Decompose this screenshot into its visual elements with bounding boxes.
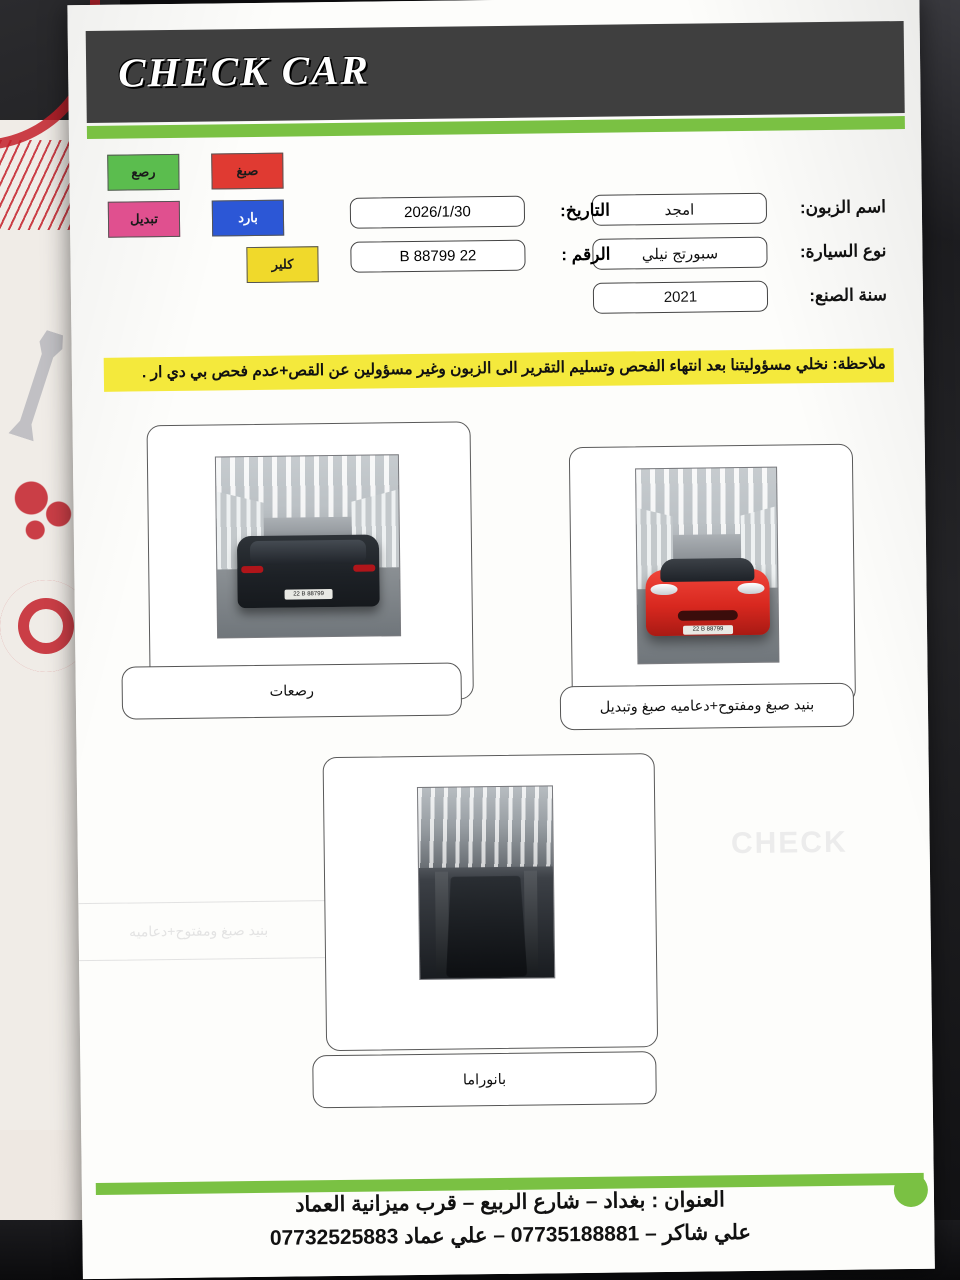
date-value: 2026/1/30 (350, 196, 525, 229)
customer-name-value: امجد (592, 193, 767, 226)
year-label: سنة الصنع: (809, 284, 888, 305)
photo-panorama-roof (417, 785, 555, 980)
photo2-plate-text: 22 B 88799 (683, 625, 732, 634)
photo-caption-1: رصعات (121, 662, 462, 719)
footer (96, 1183, 925, 1273)
field-date (350, 195, 610, 229)
number-label: الرقم : (561, 244, 611, 264)
date-number-fields (350, 195, 611, 286)
legend-row-3 (178, 246, 318, 284)
customer-name-label: اسم الزبون: (799, 196, 886, 217)
check-car-report-sheet (67, 0, 935, 1279)
legend-chip-clear: كلير (246, 246, 318, 283)
disclaimer-note: ملاحظة: نخلي مسؤوليتنا بعد انتهاء الفحص وتسليم التقرير الى الزبون وغير مسؤولين عن القص+عدم فحص بي دي ار . (104, 348, 894, 392)
legend-chip-rasa: رصع (107, 154, 179, 191)
legend-chip-replace: تبديل (108, 201, 180, 238)
photo1-plate-text: 22 B 88799 (284, 589, 332, 599)
field-year (367, 279, 887, 316)
date-label: التاريخ: (559, 200, 611, 220)
ghost-impression-caption: بنيد صبغ ومفتوح+دعاميه (67, 900, 349, 962)
photo-caption-2: بنيد صبغ ومفتوح+دعاميه صبغ وتبديل (560, 683, 855, 731)
footer-address: العنوان : بغداد – شارع الربيع – قرب ميزانية العماد (294, 1188, 726, 1217)
photo-caption-3: بانوراما (312, 1051, 657, 1108)
legend-chip-cold: بارد (212, 200, 284, 237)
ghost-impression-watermark: CHECK (730, 825, 848, 861)
footer-phones: علي شاكر – 07735188881 – علي عماد 07732525883 (269, 1220, 752, 1250)
number-value: 22 B 88799 (350, 240, 525, 273)
legend-row-1 (107, 152, 317, 191)
legend-row-2 (108, 199, 318, 238)
car-type-value: سبورتج نيلي (592, 237, 767, 270)
legend-chip-paint: صبغ (211, 153, 283, 190)
legend (107, 152, 319, 296)
page-title: CHECK CAR (117, 46, 371, 96)
year-value: 2021 (593, 281, 768, 314)
decor-splat (4, 470, 82, 550)
car-type-label: نوع السيارة: (799, 240, 887, 261)
photo-front-view (635, 467, 779, 665)
photo-rear-view (215, 454, 401, 638)
field-number (350, 239, 610, 273)
